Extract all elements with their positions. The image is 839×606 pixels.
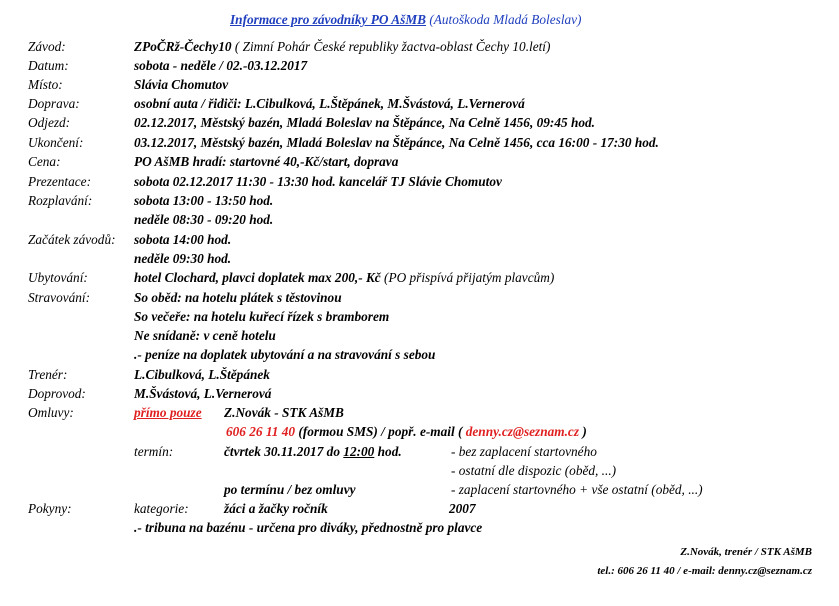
footer-signature: Z.Novák, trenér / STK AšMB — [680, 546, 812, 558]
label-ubytovani: Ubytování: — [28, 270, 88, 285]
label-cena: Cena: — [28, 154, 61, 169]
label-pokyny: Pokyny: — [28, 501, 72, 516]
value-misto: Slávia Chomutov — [134, 77, 229, 92]
label-stravovani: Stravování: — [28, 290, 91, 305]
condition-item: - ostatní dle dispozic (oběd, ...) — [451, 463, 617, 478]
race-note: ( Zimní Pohár České republiky žactva-oblast Čechy 10.letí) — [234, 39, 551, 54]
value-zavod — [134, 39, 550, 55]
value-zacatek-sun: neděle 09:30 hod. — [134, 251, 232, 266]
title-subtitle: (Autoškoda Mladá Boleslav) — [429, 12, 582, 27]
label-datum: Datum: — [28, 58, 69, 73]
category-year: 2007 — [449, 501, 476, 516]
only-directly: přímo pouze — [134, 405, 202, 420]
value-doprovod: M.Švástová, L.Vernerová — [134, 386, 272, 401]
value-prezentace: sobota 02.12.2017 11:30 - 13:30 hod. kancelář TJ Slávie Chomutov — [134, 174, 502, 189]
deadline — [224, 444, 402, 460]
phone-number[interactable]: 606 26 11 40 — [226, 424, 296, 439]
value-rozplavani-sun: neděle 08:30 - 09:20 hod. — [134, 212, 274, 227]
hotel-info: hotel Clochard, plavci doplatek max 200,- Kč — [134, 270, 381, 285]
category-value: žáci a žačky ročník — [224, 501, 328, 516]
value-zacatek-sat: sobota 14:00 hod. — [134, 232, 232, 247]
meal-line: So večeře: na hotelu kuřecí řízek s bramborem — [134, 309, 390, 324]
contact-person: Z.Novák - STK AšMB — [224, 405, 344, 420]
deadline-suffix: hod. — [377, 444, 402, 459]
label-zacatek: Začátek závodů: — [28, 232, 116, 247]
value-datum: sobota - neděle / 02.-03.12.2017 — [134, 58, 308, 73]
deadline-time: 12:00 — [343, 444, 375, 459]
after-deadline-label: po termínu / bez omluvy — [224, 482, 356, 497]
email-link[interactable]: denny.cz@seznam.cz — [465, 424, 580, 439]
category-label: kategorie: — [134, 501, 189, 516]
label-rozplavani: Rozplavání: — [28, 193, 93, 208]
label-doprava: Doprava: — [28, 96, 80, 111]
label-trener: Trenér: — [28, 367, 68, 382]
label-prezentace: Prezentace: — [28, 174, 92, 189]
condition-item: - zaplacení startovného + vše ostatní (oběd, ...) — [451, 482, 703, 497]
value-doprava: osobní auta / řidiči: L.Cibulková, L.Štěpánek, M.Švástová, L.Vernerová — [134, 96, 525, 111]
value-odjezd: 02.12.2017, Městský bazén, Mladá Boleslav na Štěpánce, Na Celně 1456, 09:45 hod. — [134, 115, 595, 130]
value-rozplavani-sat: sobota 13:00 - 13:50 hod. — [134, 193, 274, 208]
label-doprovod: Doprovod: — [28, 386, 86, 401]
page-title — [230, 12, 582, 28]
race-name: ZPoČRž-Čechy10 — [134, 39, 232, 54]
value-cena: PO AšMB hradí: startovné 40,-Kč/start, doprava — [134, 154, 399, 169]
meal-line: .- peníze na doplatek ubytování a na stravování s sebou — [134, 347, 436, 362]
label-misto: Místo: — [28, 77, 63, 92]
hotel-note: (PO přispívá přijatým plavcům) — [384, 270, 555, 285]
footer-contact: tel.: 606 26 11 40 / e-mail: denny.cz@seznam.cz — [597, 565, 812, 577]
title-main: Informace pro závodníky PO AšMB — [230, 12, 427, 27]
contact-line — [226, 424, 587, 440]
value-ubytovani — [134, 270, 554, 286]
condition-item: - bez zaplacení startovného — [451, 444, 597, 459]
label-omluvy: Omluvy: — [28, 405, 74, 420]
deadline-prefix: čtvrtek 30.11.2017 do — [224, 444, 340, 459]
meal-line: So oběd: na hotelu plátek s těstovinou — [134, 290, 342, 305]
meal-line: Ne snídaně: v ceně hotelu — [134, 328, 276, 343]
value-ukonceni: 03.12.2017, Městský bazén, Mladá Boleslav na Štěpánce, Na Celně 1456, cca 16:00 - 17:30 hod. — [134, 135, 659, 150]
phone-note: (formou SMS) / popř. e-mail ( — [298, 424, 463, 439]
label-zavod: Závod: — [28, 39, 66, 54]
term-label: termín: — [134, 444, 174, 459]
label-odjezd: Odjezd: — [28, 115, 71, 130]
pokyny-note: .- tribuna na bazénu - určena pro diváky, přednostně pro plavce — [134, 520, 483, 535]
email-close: ) — [582, 424, 587, 439]
label-ukonceni: Ukončení: — [28, 135, 84, 150]
value-trener: L.Cibulková, L.Štěpánek — [134, 367, 270, 382]
